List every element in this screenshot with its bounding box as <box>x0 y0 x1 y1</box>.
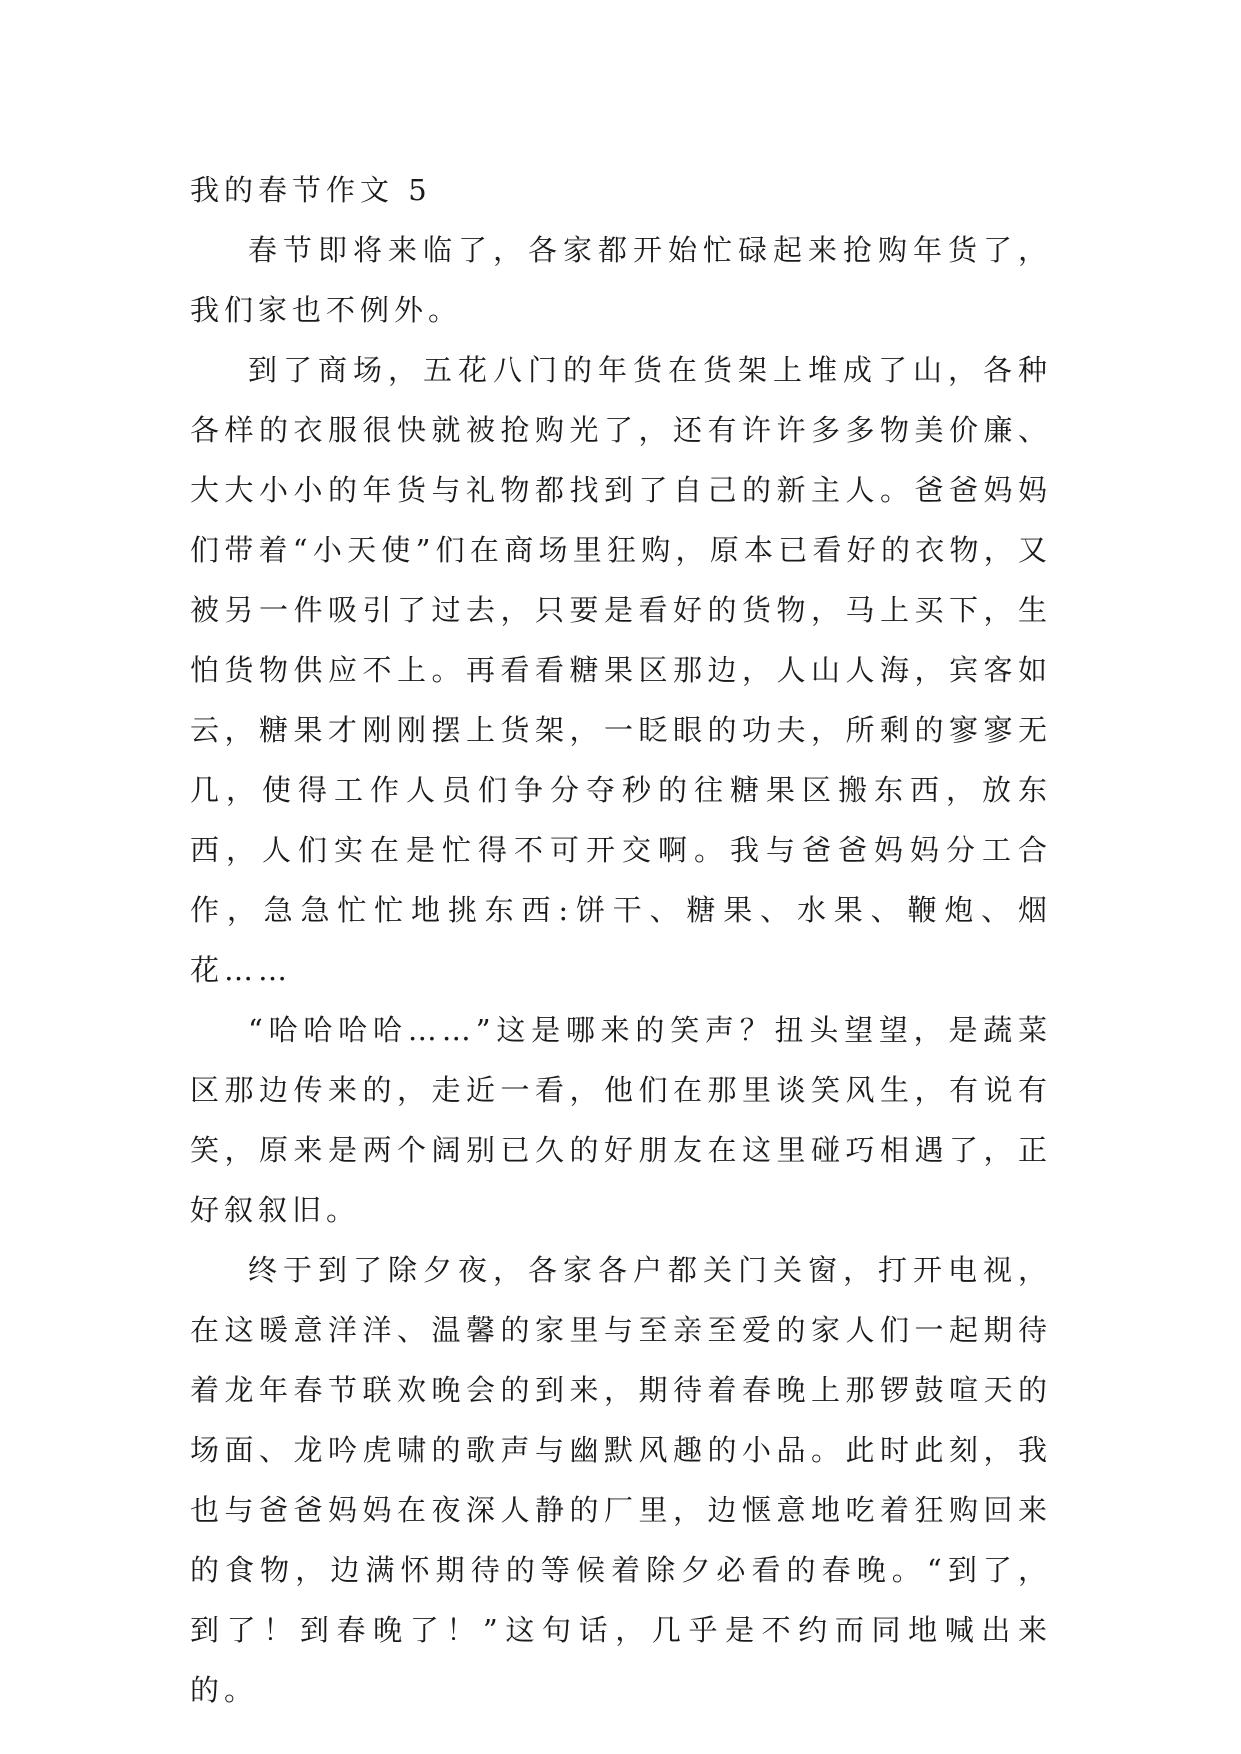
paragraph-3: “哈哈哈哈……”这是哪来的笑声？扭头望望，是蔬菜区那边传来的，走近一看，他们在那里谈笑风生，有说有笑，原来是两个阔别已久的好朋友在这里碰巧相遇了，正好叙叙旧。 <box>190 1013 1052 1227</box>
document-body <box>190 160 1052 1720</box>
document-title: 我的春节作文 5 <box>190 173 432 207</box>
paragraph-1: 春节即将来临了，各家都开始忙碌起来抢购年货了，我们家也不例外。 <box>190 233 1052 327</box>
paragraph-4: 终于到了除夕夜，各家各户都关门关窗，打开电视，在这暖意洋洋、温馨的家里与至亲至爱的家人们一起期待着龙年春节联欢晚会的到来，期待着春晚上那锣鼓喧天的场面、龙吟虎啸的歌声与幽默风趣的小品。此时此刻，我也与爸爸妈妈在夜深人静的厂里，边惬意地吃着狂购回来的食物，边满怀期待的等候着除夕必看的春晚。“到了，到了！到春晚了！”这句话，几乎是不约而同地喊出来的。 <box>190 1253 1052 1707</box>
paragraph-2: 到了商场，五花八门的年货在货架上堆成了山，各种各样的衣服很快就被抢购光了，还有许许多多物美价廉、大大小小的年货与礼物都找到了自己的新主人。爸爸妈妈们带着“小天使”们在商场里狂购，原本已看好的衣物，又被另一件吸引了过去，只要是看好的货物，马上买下，生怕货物供应不上。再看看糖果区那边，人山人海，宾客如云，糖果才刚刚摆上货架，一眨眼的功夫，所剩的寥寥无几，使得工作人员们争分夺秒的往糖果区搬东西，放东西，人们实在是忙得不可开交啊。我与爸爸妈妈分工合作，急急忙忙地挑东西:饼干、糖果、水果、鞭炮、烟花…… <box>190 353 1052 987</box>
